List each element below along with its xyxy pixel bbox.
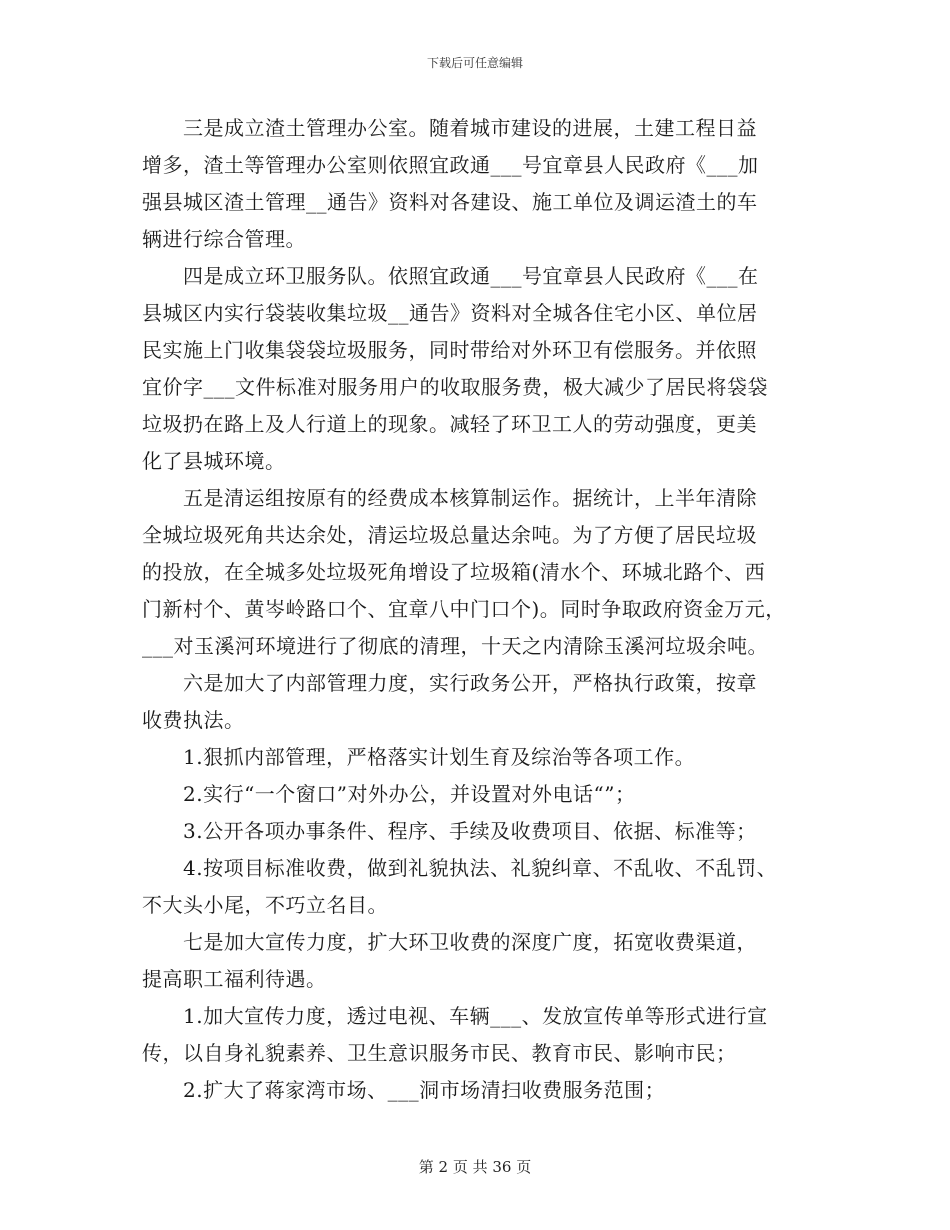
body-line: 1.加大宣传力度，透过电视、车辆___、发放宣传单等形式进行宣 bbox=[142, 1004, 768, 1028]
body-line: 宜价字___文件标准对服务用户的收取服务费，极大减少了居民将袋袋 bbox=[142, 375, 768, 399]
document-body bbox=[142, 110, 822, 1109]
body-line: 提高职工福利待遇。 bbox=[142, 967, 327, 991]
body-line: 县城区内实行袋装收集垃圾__通告》资料对全城各住宅小区、单位居 bbox=[142, 301, 758, 325]
body-line: 全城垃圾死角共达余处，清运垃圾总量达余吨。为了方便了居民垃圾 bbox=[142, 523, 757, 547]
body-line: ___对玉溪河环境进行了彻底的清理，十天之内清除玉溪河垃圾余吨。 bbox=[142, 634, 768, 658]
body-line: 的投放，在全城多处垃圾死角增设了垃圾箱(清水个、环城北路个、西 bbox=[142, 560, 766, 584]
body-line: 民实施上门收集袋袋垃圾服务，同时带给对外环卫有偿服务。并依照 bbox=[142, 338, 757, 362]
page-header: 下载后可任意编辑 bbox=[426, 56, 523, 70]
body-line: 2.实行“一个窗口”对外办公，并设置对外电话“”； bbox=[142, 782, 636, 806]
body-line: 3.公开各项办事条件、程序、手续及收费项目、依据、标准等； bbox=[142, 819, 757, 843]
body-line: 五是清运组按原有的经费成本核算制运作。据统计，上半年清除 bbox=[142, 486, 757, 510]
body-line: 四是成立环卫服务队。依照宜政通___号宜章县人民政府《___在 bbox=[142, 264, 759, 288]
body-line: 收费执法。 bbox=[142, 708, 245, 732]
body-line: 化了县城环境。 bbox=[142, 449, 286, 473]
body-line: 三是成立渣土管理办公室。随着城市建设的进展，土建工程日益 bbox=[142, 116, 757, 140]
body-line: 4.按项目标准收费，做到礼貌执法、礼貌纠章、不乱收、不乱罚、 bbox=[142, 856, 778, 880]
body-line: 不大头小尾，不巧立名目。 bbox=[142, 893, 388, 917]
body-line: 增多，渣土等管理办公室则依照宜政通___号宜章县人民政府《___加 bbox=[142, 153, 759, 177]
body-line: 辆进行综合管理。 bbox=[142, 227, 306, 251]
body-line: 1.狠抓内部管理，严格落实计划生育及综治等各项工作。 bbox=[142, 745, 696, 769]
body-line: 六是加大了内部管理力度，实行政务公开，严格执行政策，按章 bbox=[142, 671, 757, 695]
body-line: 强县城区渣土管理__通告》资料对各建设、施工单位及调运渣土的车 bbox=[142, 190, 758, 214]
body-line: 七是加大宣传力度，扩大环卫收费的深度广度，拓宽收费渠道， bbox=[142, 930, 757, 954]
body-line: 2.扩大了蒋家湾市场、___洞市场清扫收费服务范围； bbox=[142, 1078, 666, 1102]
page-footer: 第 2 页 共 36 页 bbox=[418, 1158, 532, 1176]
body-line: 传，以自身礼貌素养、卫生意识服务市民、教育市民、影响市民； bbox=[142, 1041, 737, 1065]
body-line: 垃圾扔在路上及人行道上的现象。减轻了环卫工人的劳动强度，更美 bbox=[142, 412, 757, 436]
body-line: 门新村个、黄岑岭路口个、宜章八中门口个)。同时争取政府资金万元， bbox=[142, 597, 786, 621]
